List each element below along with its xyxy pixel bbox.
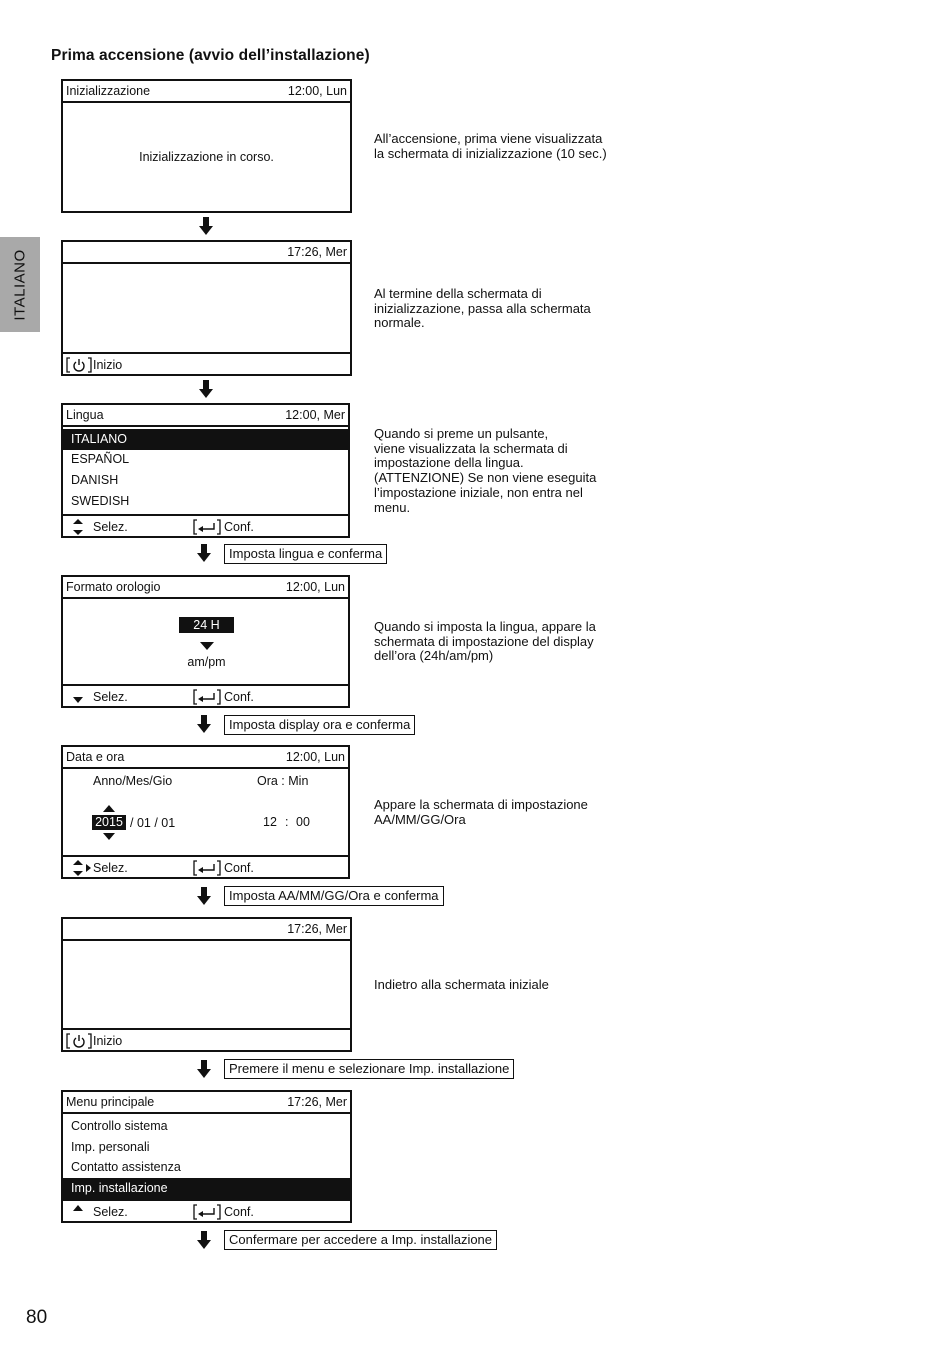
screen-footer — [63, 514, 348, 536]
screen-clock: 12:00, Lun — [285, 750, 345, 764]
enter-icon — [193, 519, 221, 535]
language-option-danish[interactable]: DANISH — [71, 473, 119, 487]
screen-footer — [63, 855, 348, 877]
description-line: inizializzazione, passa alla schermata — [374, 300, 591, 316]
minute-field[interactable]: 00 — [296, 815, 310, 829]
step-label-language: Imposta lingua e conferma — [224, 544, 387, 564]
down-arrow-icon — [196, 1059, 212, 1079]
format-option-ampm[interactable]: am/pm — [187, 655, 226, 669]
enter-icon — [193, 689, 221, 705]
confirm-label: Conf. — [224, 520, 254, 534]
down-icon — [71, 696, 85, 704]
description-line: l’impostazione iniziale, non entra nel — [374, 484, 583, 500]
screen-clock: 17:26, Mer — [287, 245, 347, 259]
start-label: Inizio — [93, 358, 123, 372]
screen-title: Lingua — [66, 408, 104, 422]
init-message: Inizializzazione in corso. — [139, 150, 274, 164]
description-line: Appare la schermata di impostazione — [374, 797, 588, 812]
description-line: dell’ora (24h/am/pm) — [374, 648, 494, 664]
screen-header — [63, 405, 348, 427]
menu-item-service-contact[interactable]: Contatto assistenza — [71, 1160, 181, 1174]
step-label-menu: Premere il menu e selezionare Imp. installazione — [224, 1059, 514, 1079]
description-line: (ATTENZIONE) Se non viene eseguita — [374, 470, 597, 486]
down-arrow-icon — [198, 379, 214, 399]
description-line: All’accensione, prima viene visualizzata — [374, 131, 603, 146]
down-arrow-icon — [196, 714, 212, 734]
screen-header — [63, 1092, 350, 1114]
normal-screen-return — [61, 917, 352, 1052]
screen-footer — [63, 1028, 350, 1050]
down-arrow-icon — [196, 543, 212, 563]
language-side-tab — [0, 237, 40, 332]
screen-header — [63, 577, 348, 599]
main-menu-screen — [61, 1090, 352, 1223]
screen-clock: 12:00, Lun — [285, 580, 345, 594]
description-line: Quando si preme un pulsante, — [374, 426, 549, 441]
select-label: Selez. — [93, 1205, 128, 1219]
description-language — [374, 427, 596, 515]
month-day-field[interactable]: / 01 / 01 — [130, 816, 176, 830]
power-icon — [66, 357, 92, 373]
start-label: Inizio — [93, 1034, 123, 1048]
confirm-label: Conf. — [224, 861, 254, 875]
description-return — [374, 978, 549, 993]
page-number: 80 — [26, 1307, 48, 1328]
description-date-time — [374, 798, 588, 827]
normal-screen — [61, 240, 352, 376]
description-line: impostazione della lingua. — [374, 455, 524, 471]
menu-item-system-control[interactable]: Controllo sistema — [71, 1119, 168, 1133]
language-option-swedish[interactable]: SWEDISH — [71, 494, 130, 508]
side-tab-label: ITALIANO — [11, 248, 29, 321]
description-line: normale. — [374, 315, 425, 331]
step-label-confirm: Confermare per accedere a Imp. installazione — [224, 1230, 497, 1250]
time-column-label: Ora : Min — [257, 774, 309, 788]
description-line: Indietro alla schermata iniziale — [374, 977, 549, 992]
power-icon — [66, 1033, 92, 1049]
screen-clock: 12:00, Lun — [287, 84, 347, 98]
description-line: la schermata di inizializzazione (10 sec.) — [374, 145, 607, 161]
select-label: Selez. — [93, 520, 128, 534]
language-option-italiano[interactable]: ITALIANO — [63, 429, 348, 450]
init-screen — [61, 79, 352, 213]
down-arrow-icon — [196, 1230, 212, 1250]
arrows-icon — [71, 859, 93, 877]
clock-format-screen — [61, 575, 350, 708]
triangle-down-icon — [199, 641, 215, 651]
triangle-up-icon — [103, 805, 115, 812]
description-line: AA/MM/GG/Ora — [374, 811, 466, 827]
description-normal — [374, 287, 591, 331]
date-time-screen — [61, 745, 350, 879]
description-line: Quando si imposta la lingua, appare la — [374, 619, 596, 634]
screen-title: Formato orologio — [66, 580, 161, 594]
description-line: schermata di impostazione del display — [374, 633, 594, 649]
screen-header — [63, 242, 350, 264]
screen-title: Menu principale — [66, 1095, 155, 1109]
enter-icon — [193, 1204, 221, 1220]
down-arrow-icon — [196, 886, 212, 906]
date-column-label: Anno/Mes/Gio — [93, 774, 173, 788]
hour-field[interactable]: 12 — [263, 815, 277, 829]
screen-title: Inizializzazione — [66, 84, 151, 98]
menu-item-personal-settings[interactable]: Imp. personali — [71, 1140, 150, 1154]
year-field[interactable]: 2015 — [92, 815, 126, 830]
screen-clock: 17:26, Mer — [287, 922, 347, 936]
screen-clock: 12:00, Mer — [285, 408, 345, 422]
enter-icon — [193, 860, 221, 876]
description-line: Al termine della schermata di — [374, 286, 542, 301]
up-down-icon — [71, 518, 85, 536]
down-arrow-icon — [198, 216, 214, 236]
description-line: viene visualizzata la schermata di — [374, 440, 568, 456]
triangle-down-icon — [103, 833, 115, 840]
screen-header — [63, 747, 348, 769]
step-label-clock-format: Imposta display ora e conferma — [224, 715, 415, 735]
language-option-espanol[interactable]: ESPAÑOL — [71, 452, 130, 466]
screen-header — [63, 81, 350, 103]
time-separator: : — [285, 815, 289, 829]
select-label: Selez. — [93, 861, 128, 875]
select-label: Selez. — [93, 690, 128, 704]
page-title: Prima accensione (avvio dell’installazione) — [51, 47, 370, 64]
screen-footer — [63, 352, 350, 374]
screen-footer — [63, 1199, 350, 1221]
screen-title: Data e ora — [66, 750, 125, 764]
description-line: menu. — [374, 499, 411, 515]
screen-footer — [63, 684, 348, 706]
confirm-label: Conf. — [224, 690, 254, 704]
format-option-24h[interactable]: 24 H — [179, 617, 234, 633]
step-label-date-time: Imposta AA/MM/GG/Ora e conferma — [224, 886, 444, 906]
screen-header — [63, 919, 350, 941]
screen-clock: 17:26, Mer — [287, 1095, 347, 1109]
description-init — [374, 132, 607, 161]
description-clock-format — [374, 620, 596, 664]
language-screen — [61, 403, 350, 538]
confirm-label: Conf. — [224, 1205, 254, 1219]
menu-item-installation-settings[interactable]: Imp. installazione — [63, 1178, 350, 1199]
up-icon — [71, 1204, 85, 1212]
